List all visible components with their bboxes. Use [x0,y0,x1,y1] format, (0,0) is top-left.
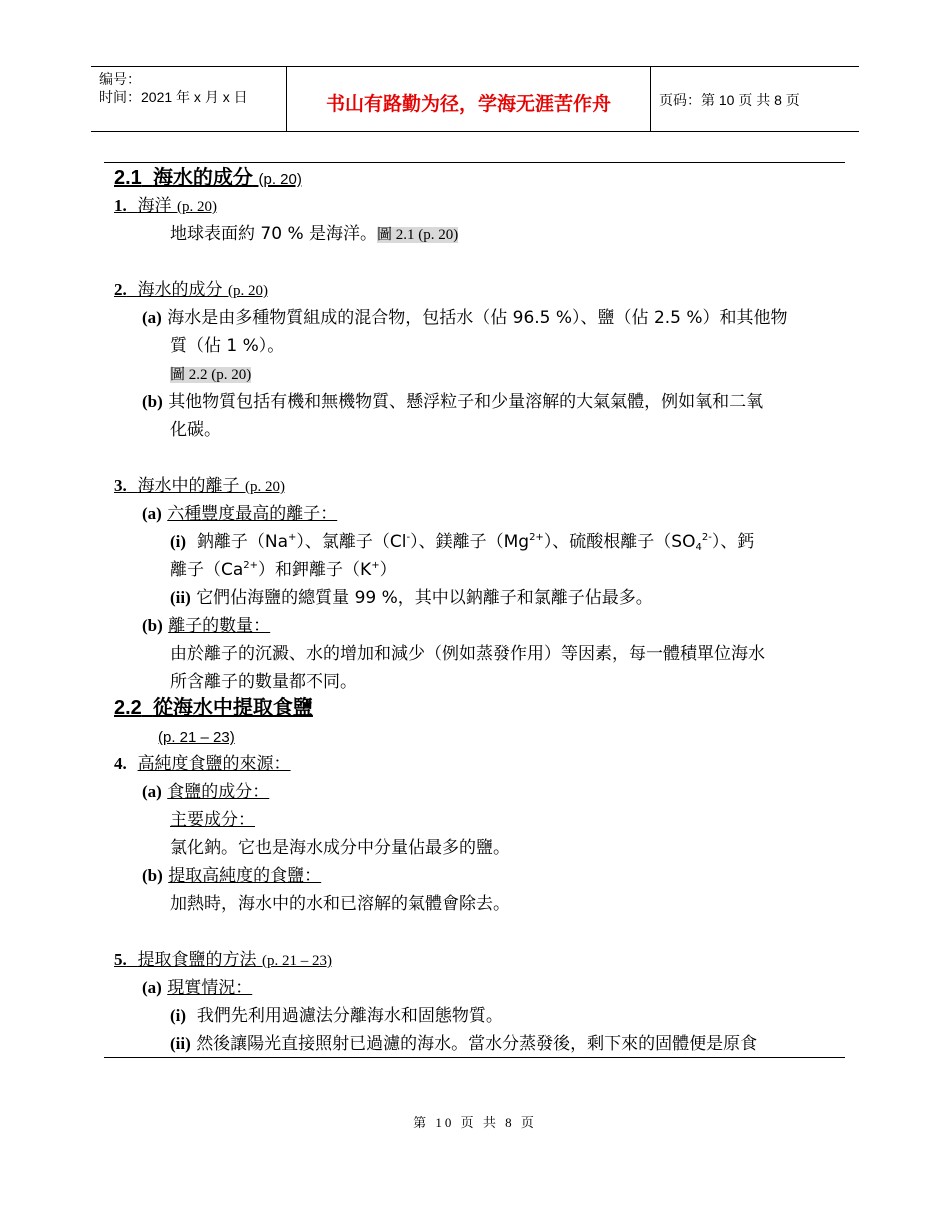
item-3b-line-1: 由於離子的沉澱、水的增加和減少（例如蒸發作用）等因素，每一體積單位海水 [170,644,765,664]
page-header [91,66,859,132]
item-2a-line-1: (a) 海水是由多種物質組成的混合物，包括水（佔 96.5 %）、鹽（佔 2.5 %）和其他物 [142,308,788,328]
item-4-heading: 4. 高純度食鹽的來源： [114,754,291,774]
item-5-heading: 5. 提取食鹽的方法 (p. 21 – 23) [114,950,332,970]
item-1-heading: 1. 海洋 (p. 20) [114,196,217,216]
item-4b-text: 加熱時，海水中的水和已溶解的氣體會除去。 [170,894,510,914]
item-4a-heading: (a) 食鹽的成分： [142,782,270,802]
item-3a-heading: (a) 六種豐度最高的離子： [142,504,338,524]
item-5a-ii: (ii) 然後讓陽光直接照射已過濾的海水。當水分蒸發後，剩下來的固體便是原食 [170,1034,758,1054]
figure-2-2-line [170,363,251,386]
item-2a-line-2: 質（佔 1 %）。 [170,336,285,356]
item-3b-line-2: 所含離子的數量都不同。 [170,672,357,692]
item-5a-heading: (a) 現實情況： [142,978,253,998]
header-page-cell [651,67,859,131]
header-motto-cell [287,67,651,131]
page-code: 页码：第 10 页 共 8 页 [659,92,800,108]
section-2-2-pages: (p. 21 – 23) [158,729,235,746]
header-meta-cell [91,67,287,131]
item-1-text: 地球表面約 70 % 是海洋。圖 2.1 (p. 20) [170,224,459,244]
ion-mass-line: (ii) 它們佔海鹽的總質量 99 %，其中以鈉離子和氯離子佔最多。 [170,588,653,608]
motto-text: 书山有路勤为径，学海无涯苦作舟 [325,93,611,115]
section-2-1-heading: 2.1 海水的成分 (p. 20) [114,167,302,189]
item-3-heading: 3. 海水中的離子 (p. 20) [114,476,285,496]
item-2b-line-2: 化碳。 [170,420,221,440]
ion-list-line-2: 離子$(Ca^{2+})$和鉀離子（K+） [170,560,397,580]
top-divider [104,162,845,163]
document-date: 时间：2021 年 x 月 x 日 [99,89,248,105]
item-3b-heading: (b) 離子的數量： [142,616,271,636]
ion-list-line-1: (i) 鈉離子（Na+）、氯離子（Cl-）、鎂離子$(Mg^{2+})$、硫酸根離子$(SO_4^{2-})$、鈣 [170,532,755,553]
figure-2-2-ref[interactable]: 圖 2.2 (p. 20) [170,367,252,383]
bottom-divider [104,1057,845,1058]
item-4b-heading: (b) 提取高純度的食鹽： [142,866,322,886]
item-2b-line-1: (b) 其他物質包括有機和無機物質、懸浮粒子和少量溶解的大氣氣體，例如氧和二氧 [142,392,764,412]
item-5a-i: (i) 我們先利用過濾法分離海水和固態物質。 [170,1006,503,1026]
section-2-2-heading: 2.2 從海水中提取食鹽 [114,697,313,719]
main-component-label: 主要成分： [170,810,255,830]
main-component-text: 氯化鈉。它也是海水成分中分量佔最多的鹽。 [170,838,510,858]
document-number-label: 编号： [99,71,141,87]
page-footer: 第 10 页 共 8 页 [413,1115,537,1130]
figure-2-1-ref[interactable]: 圖 2.1 (p. 20) [377,227,459,243]
item-2-heading: 2. 海水的成分 (p. 20) [114,280,268,300]
